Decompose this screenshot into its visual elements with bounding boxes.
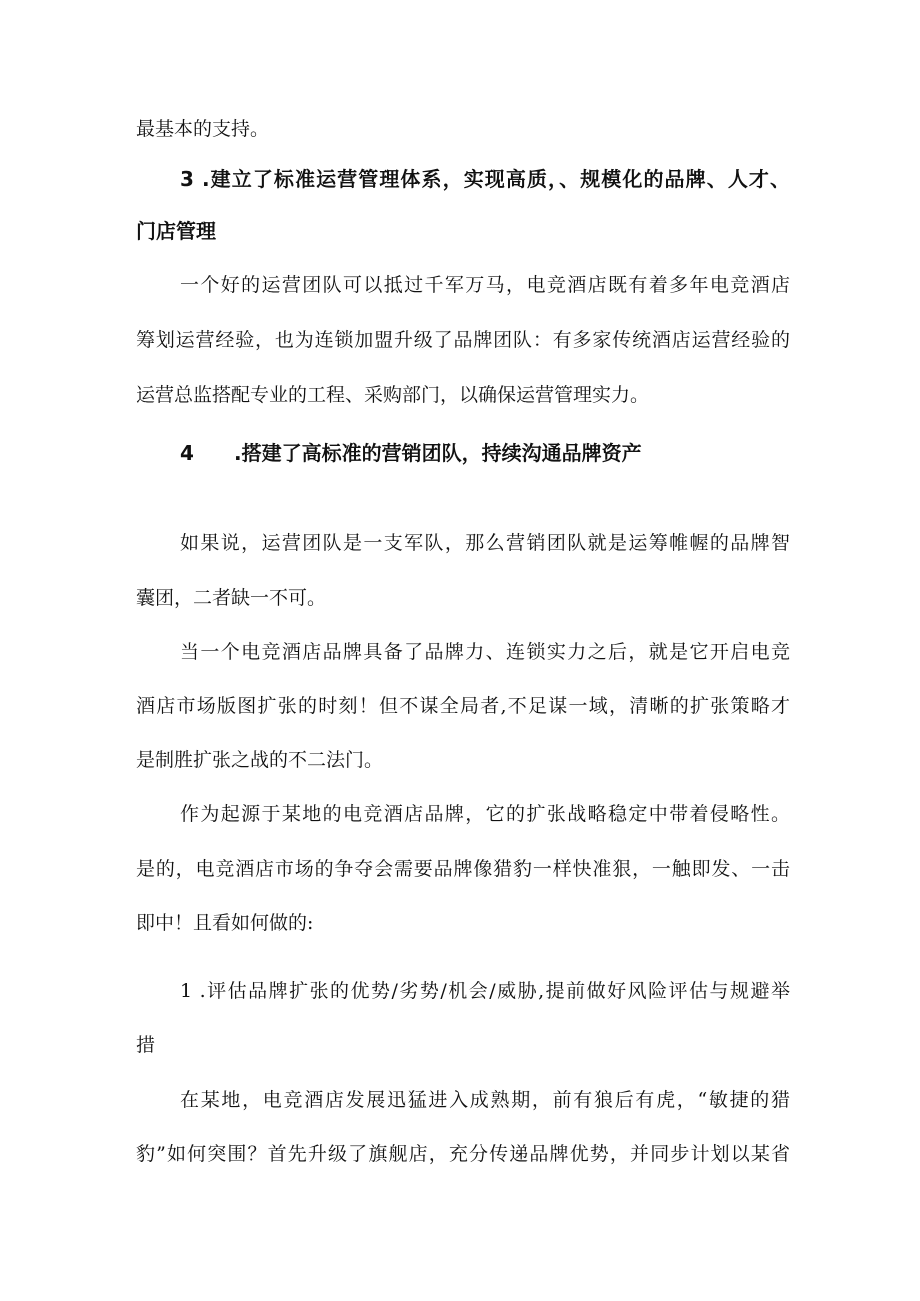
subsection-heading-line: 1 .评估品牌扩张的优势/劣势/机会/威胁,提前做好风险评估与规避举	[180, 980, 790, 1002]
paragraph-line: 在某地，电竞酒店发展迅猛进入成熟期，前有狼后有虎，“敏捷的猎	[180, 1089, 790, 1111]
paragraph-line: 最基本的支持。	[136, 118, 270, 140]
subsection-heading-line: 措	[136, 1034, 156, 1056]
paragraph-line: 囊团，二者缺一不可。	[136, 587, 327, 609]
paragraph-line: 是的，电竞酒店市场的争夺会需要品牌像猎豹一样快准狠，一触即发、一击	[136, 858, 790, 880]
paragraph-line: 即中！且看如何做的:	[136, 912, 314, 934]
section-heading-line: 门店管理	[136, 219, 216, 243]
section-heading-number: 4	[180, 441, 194, 465]
paragraph-line: 是制胜扩张之战的不二法门。	[136, 749, 384, 771]
paragraph-line: 运营总监搭配专业的工程、采购部门，以确保运营管理实力。	[136, 384, 650, 406]
paragraph-line: 如果说，运营团队是一支军队，那么营销团队就是运筹帷幄的品牌智	[180, 532, 790, 554]
paragraph-line: 当一个电竞酒店品牌具备了品牌力、连锁实力之后，就是它开启电竞	[180, 641, 790, 663]
section-heading-line: .搭建了高标准的营销团队，持续沟通品牌资产	[234, 441, 642, 465]
paragraph-line: 豹”如何突围？首先升级了旗舰店，充分传递品牌优势，并同步计划以某省	[136, 1143, 790, 1165]
paragraph-line: 筹划运营经验，也为连锁加盟升级了品牌团队：有多家传统酒店运营经验的	[136, 329, 790, 351]
paragraph-line: 酒店市场版图扩张的时刻！但不谋全局者,不足谋一域，清晰的扩张策略才	[136, 695, 790, 717]
paragraph-line: 作为起源于某地的电竞酒店品牌，它的扩张战略稳定中带着侵略性。	[180, 803, 790, 825]
paragraph-line: 一个好的运营团队可以抵过千军万马，电竞酒店既有着多年电竞酒店	[180, 274, 790, 296]
section-heading-line: 3 .建立了标准运营管理体系，实现高质，、规模化的品牌、人才、	[180, 167, 790, 191]
